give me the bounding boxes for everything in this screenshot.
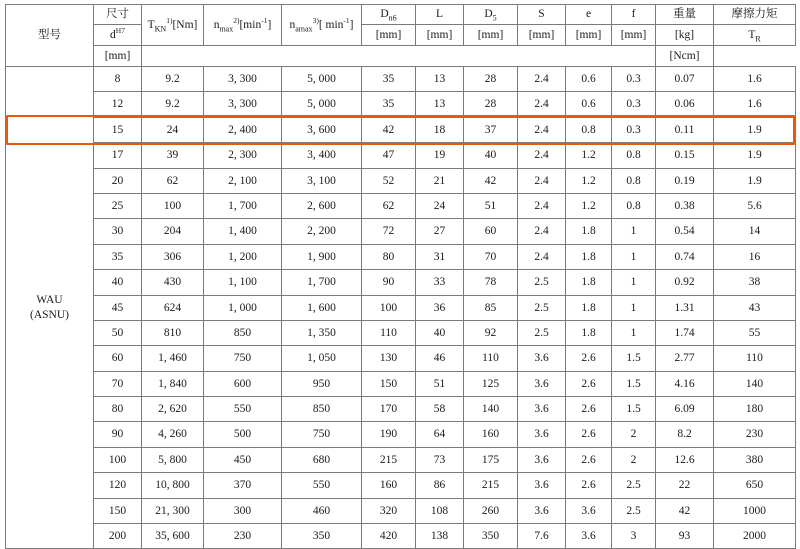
table-cell: 72 [362, 219, 416, 244]
table-cell: 350 [282, 524, 362, 549]
table-cell: 1, 600 [282, 295, 362, 320]
table-cell: 3.6 [566, 524, 612, 549]
table-cell: 20 [94, 168, 142, 193]
table-cell: 70 [464, 244, 518, 269]
table-cell: 21, 300 [142, 498, 204, 523]
table-cell: 2.4 [518, 92, 566, 117]
table-cell: 950 [282, 371, 362, 396]
table-cell: 0.74 [656, 244, 714, 269]
table-cell: 138 [416, 524, 464, 549]
header-unit-s: [mm] [518, 25, 566, 46]
table-cell: 2, 100 [204, 168, 282, 193]
table-cell: 0.07 [656, 67, 714, 92]
table-cell: 50 [94, 320, 142, 345]
table-cell: 1.2 [566, 143, 612, 168]
table-cell: 0.92 [656, 270, 714, 295]
table-cell: 5.6 [714, 193, 796, 218]
table-cell: 21 [416, 168, 464, 193]
table-cell: 35 [362, 92, 416, 117]
table-cell: 2.4 [518, 219, 566, 244]
table-cell: 130 [362, 346, 416, 371]
header-col-l: L [416, 5, 464, 25]
table-cell: 64 [416, 422, 464, 447]
table-row [6, 320, 796, 345]
table-cell: 2 [612, 447, 656, 472]
table-cell: 62 [142, 168, 204, 193]
header-group-weight: 重量 [656, 5, 714, 25]
spec-sheet [0, 4, 800, 546]
table-cell: 110 [464, 346, 518, 371]
table-cell: 5, 000 [282, 92, 362, 117]
table-cell: 1, 840 [142, 371, 204, 396]
header-unit-d5: [mm] [464, 25, 518, 46]
table-cell: 4, 260 [142, 422, 204, 447]
table-cell: 3.6 [518, 422, 566, 447]
header-col-d5: $D_5$ [464, 5, 518, 25]
table-cell: 51 [416, 371, 464, 396]
header-col-nmax: $n_{max}^{2)}[\min^{-1}]$ [204, 5, 282, 46]
table-cell: 46 [416, 346, 464, 371]
table-cell: 28 [464, 67, 518, 92]
table-cell: 33 [416, 270, 464, 295]
table-cell: 0.3 [612, 92, 656, 117]
table-cell: 43 [714, 295, 796, 320]
table-cell: 31 [416, 244, 464, 269]
specification-table [5, 4, 796, 549]
table-cell: 1 [612, 270, 656, 295]
table-cell: 170 [362, 397, 416, 422]
table-cell: 1, 700 [204, 193, 282, 218]
table-cell: 86 [416, 473, 464, 498]
header-unit-weight: [kg] [656, 25, 714, 46]
table-cell: 380 [714, 447, 796, 472]
table-cell: 70 [94, 371, 142, 396]
table-cell: 0.6 [566, 67, 612, 92]
table-cell: 3.6 [518, 498, 566, 523]
table-cell: 0.06 [656, 92, 714, 117]
table-cell: 85 [464, 295, 518, 320]
header-symbol-tr: $T_R$ [714, 25, 796, 46]
table-cell: 35, 600 [142, 524, 204, 549]
table-cell: 51 [464, 193, 518, 218]
table-cell: 13 [416, 92, 464, 117]
table-cell: 1.2 [566, 193, 612, 218]
header-col-namax: $n_{amax}^{3)}$[ $\min^{-1}$] [282, 5, 362, 46]
table-cell: 47 [362, 143, 416, 168]
table-cell: 28 [464, 92, 518, 117]
header-unit-e: [mm] [566, 25, 612, 46]
table-cell: 8.2 [656, 422, 714, 447]
table-cell: 3, 300 [204, 92, 282, 117]
table-cell: 3.6 [518, 473, 566, 498]
table-cell: 2.6 [566, 473, 612, 498]
table-row [6, 117, 796, 142]
table-cell: 1, 900 [282, 244, 362, 269]
table-cell: 2.5 [518, 295, 566, 320]
table-cell: 306 [142, 244, 204, 269]
table-cell: 2.5 [612, 498, 656, 523]
table-cell: 460 [282, 498, 362, 523]
table-cell: 1, 700 [282, 270, 362, 295]
table-cell: 190 [362, 422, 416, 447]
table-cell: 110 [714, 346, 796, 371]
table-cell: 40 [94, 270, 142, 295]
table-cell: 18 [416, 117, 464, 142]
table-cell: 52 [362, 168, 416, 193]
table-cell: 0.15 [656, 143, 714, 168]
table-cell: 0.8 [612, 168, 656, 193]
table-cell: 140 [714, 371, 796, 396]
table-cell: 1, 050 [282, 346, 362, 371]
table-row [6, 346, 796, 371]
table-cell: 36 [416, 295, 464, 320]
table-cell: 2, 300 [204, 143, 282, 168]
table-cell: 2, 600 [282, 193, 362, 218]
table-cell: 35 [94, 244, 142, 269]
table-cell: 2.5 [612, 473, 656, 498]
header-row-groups [6, 5, 796, 25]
table-cell: 15 [94, 117, 142, 142]
table-cell: 350 [464, 524, 518, 549]
table-cell: 60 [94, 346, 142, 371]
table-cell: 0.6 [566, 92, 612, 117]
table-cell: 37 [464, 117, 518, 142]
table-cell: 22 [656, 473, 714, 498]
table-cell: 2, 620 [142, 397, 204, 422]
table-cell: 160 [362, 473, 416, 498]
table-cell: 0.19 [656, 168, 714, 193]
table-cell: 1.8 [566, 295, 612, 320]
table-cell: 6.09 [656, 397, 714, 422]
table-cell: 1.2 [566, 168, 612, 193]
table-cell: 0.54 [656, 219, 714, 244]
table-cell: 16 [714, 244, 796, 269]
table-cell: 24 [416, 193, 464, 218]
table-cell: 1, 350 [282, 320, 362, 345]
table-cell: 92 [464, 320, 518, 345]
table-cell: 1.8 [566, 320, 612, 345]
table-row [6, 371, 796, 396]
table-cell: 8 [94, 67, 142, 92]
table-cell: 2.5 [518, 270, 566, 295]
table-cell: 110 [362, 320, 416, 345]
table-cell: 3.6 [518, 397, 566, 422]
table-cell: 3, 400 [282, 143, 362, 168]
table-cell: 42 [656, 498, 714, 523]
table-cell: 108 [416, 498, 464, 523]
table-cell: 370 [204, 473, 282, 498]
table-row [6, 524, 796, 549]
table-cell: 850 [204, 320, 282, 345]
table-cell: 24 [142, 117, 204, 142]
table-cell: 1.5 [612, 371, 656, 396]
table-cell: 2.6 [566, 422, 612, 447]
table-row [6, 498, 796, 523]
table-row [6, 270, 796, 295]
table-cell: 3.6 [518, 371, 566, 396]
table-row [6, 295, 796, 320]
table-cell: 624 [142, 295, 204, 320]
table-cell: 7.6 [518, 524, 566, 549]
table-cell: 1 [612, 295, 656, 320]
table-cell: 1, 000 [204, 295, 282, 320]
table-cell: 78 [464, 270, 518, 295]
table-header [6, 5, 796, 67]
table-cell: 3.6 [518, 447, 566, 472]
table-cell: 1 [612, 244, 656, 269]
table-cell: 2.4 [518, 193, 566, 218]
header-unit-tr: [Ncm] [656, 46, 714, 67]
table-cell: 1.6 [714, 67, 796, 92]
table-cell: 2.4 [518, 168, 566, 193]
table-cell: 2, 200 [282, 219, 362, 244]
table-cell: 58 [416, 397, 464, 422]
table-cell: 2.6 [566, 346, 612, 371]
table-cell: 55 [714, 320, 796, 345]
table-cell: 180 [714, 397, 796, 422]
table-cell: 260 [464, 498, 518, 523]
table-cell: 320 [362, 498, 416, 523]
header-col-f: f [612, 5, 656, 25]
table-cell: 90 [362, 270, 416, 295]
header-col-dh7: $d^{H7}$ [94, 25, 142, 46]
table-cell: 204 [142, 219, 204, 244]
table-cell: 10, 800 [142, 473, 204, 498]
table-row [6, 422, 796, 447]
table-cell: 39 [142, 143, 204, 168]
header-col-e: e [566, 5, 612, 25]
header-col-dn6: $D_{n6}$ [362, 5, 416, 25]
table-cell: 2.6 [566, 447, 612, 472]
table-cell: 17 [94, 143, 142, 168]
table-cell: 0.8 [612, 143, 656, 168]
table-cell: 12 [94, 92, 142, 117]
table-cell: 60 [464, 219, 518, 244]
table-cell: 810 [142, 320, 204, 345]
table-cell: 1 [612, 219, 656, 244]
table-cell: 2 [612, 422, 656, 447]
table-cell: 14 [714, 219, 796, 244]
table-cell: 5, 000 [282, 67, 362, 92]
table-cell: 9.2 [142, 92, 204, 117]
table-cell: 2.4 [518, 117, 566, 142]
table-row [6, 193, 796, 218]
table-cell: 100 [94, 447, 142, 472]
table-cell: 1.9 [714, 143, 796, 168]
table-cell: 140 [464, 397, 518, 422]
header-group-torque: 摩擦力矩 [714, 5, 796, 25]
table-cell: 2.4 [518, 143, 566, 168]
header-row-units [6, 46, 796, 67]
table-cell: 27 [416, 219, 464, 244]
table-cell: 1.8 [566, 244, 612, 269]
table-cell: 1, 400 [204, 219, 282, 244]
table-row [6, 244, 796, 269]
table-cell: 19 [416, 143, 464, 168]
table-cell: 100 [362, 295, 416, 320]
table-cell: 215 [362, 447, 416, 472]
table-cell: 2.6 [566, 397, 612, 422]
table-cell: 40 [464, 143, 518, 168]
table-cell: 3, 100 [282, 168, 362, 193]
table-cell: 3.6 [518, 346, 566, 371]
table-row [6, 397, 796, 422]
table-cell: 2.5 [518, 320, 566, 345]
table-cell: 73 [416, 447, 464, 472]
table-cell: 5, 800 [142, 447, 204, 472]
table-cell: 0.38 [656, 193, 714, 218]
table-cell: 1.31 [656, 295, 714, 320]
table-cell: 2, 400 [204, 117, 282, 142]
table-row [6, 143, 796, 168]
table-row [6, 67, 796, 92]
header-spacer [142, 46, 656, 67]
table-cell: 125 [464, 371, 518, 396]
table-cell: 2000 [714, 524, 796, 549]
table-cell: 62 [362, 193, 416, 218]
table-row [6, 447, 796, 472]
table-cell: 100 [142, 193, 204, 218]
table-cell: 500 [204, 422, 282, 447]
table-cell: 2.4 [518, 244, 566, 269]
table-cell: 750 [282, 422, 362, 447]
header-group-size: 尺寸 [94, 5, 142, 25]
table-cell: 1.74 [656, 320, 714, 345]
table-cell: 13 [416, 67, 464, 92]
table-cell: 160 [464, 422, 518, 447]
table-cell: 93 [656, 524, 714, 549]
table-cell: 150 [94, 498, 142, 523]
table-row [6, 92, 796, 117]
table-body [6, 67, 796, 549]
table-cell: 230 [714, 422, 796, 447]
table-cell: 45 [94, 295, 142, 320]
table-cell: 230 [204, 524, 282, 549]
table-cell: 1.8 [566, 270, 612, 295]
table-cell: 1.5 [612, 346, 656, 371]
table-cell: 1, 200 [204, 244, 282, 269]
table-cell: 120 [94, 473, 142, 498]
table-cell: 4.16 [656, 371, 714, 396]
table-cell: 850 [282, 397, 362, 422]
table-cell: 12.6 [656, 447, 714, 472]
header-unit-dh7: [mm] [94, 46, 142, 67]
table-cell: 1 [612, 320, 656, 345]
table-cell: 430 [142, 270, 204, 295]
table-cell: 175 [464, 447, 518, 472]
header-unit-dn6: [mm] [362, 25, 416, 46]
model-name-line1: WAU [36, 294, 63, 307]
table-cell: 35 [362, 67, 416, 92]
table-cell: 300 [204, 498, 282, 523]
model-name-line2: (ASNU) [30, 308, 69, 321]
table-cell: 1.6 [714, 92, 796, 117]
table-cell: 150 [362, 371, 416, 396]
model-name-cell [6, 67, 94, 549]
table-cell: 3.6 [566, 498, 612, 523]
table-cell: 0.11 [656, 117, 714, 142]
table-cell: 450 [204, 447, 282, 472]
table-cell: 0.8 [566, 117, 612, 142]
table-cell: 0.3 [612, 67, 656, 92]
table-cell: 3, 600 [282, 117, 362, 142]
table-cell: 40 [416, 320, 464, 345]
table-cell: 0.8 [612, 193, 656, 218]
table-cell: 80 [94, 397, 142, 422]
header-row-symbols [6, 25, 796, 46]
table-cell: 2.4 [518, 67, 566, 92]
table-cell: 420 [362, 524, 416, 549]
table-cell: 200 [94, 524, 142, 549]
table-cell: 550 [282, 473, 362, 498]
table-cell: 600 [204, 371, 282, 396]
table-cell: 1.8 [566, 219, 612, 244]
table-row [6, 219, 796, 244]
table-cell: 80 [362, 244, 416, 269]
table-cell: 1, 460 [142, 346, 204, 371]
table-cell: 90 [94, 422, 142, 447]
table-cell: 1, 100 [204, 270, 282, 295]
header-unit-f: [mm] [612, 25, 656, 46]
table-cell: 1.9 [714, 168, 796, 193]
table-cell: 550 [204, 397, 282, 422]
table-cell: 1000 [714, 498, 796, 523]
table-cell: 2.77 [656, 346, 714, 371]
table-row [6, 473, 796, 498]
table-cell: 215 [464, 473, 518, 498]
table-cell: 1.5 [612, 397, 656, 422]
table-cell: 42 [464, 168, 518, 193]
table-cell: 3, 300 [204, 67, 282, 92]
table-cell: 25 [94, 193, 142, 218]
header-model: 型号 [6, 5, 94, 67]
table-cell: 9.2 [142, 67, 204, 92]
table-cell: 42 [362, 117, 416, 142]
table-cell: 30 [94, 219, 142, 244]
header-col-tkn: $T_{KN}^{1)}[Nm]$ [142, 5, 204, 46]
table-cell: 680 [282, 447, 362, 472]
header-col-s: S [518, 5, 566, 25]
table-cell: 3 [612, 524, 656, 549]
table-cell: 38 [714, 270, 796, 295]
table-row [6, 168, 796, 193]
table-cell: 750 [204, 346, 282, 371]
header-unit-l: [mm] [416, 25, 464, 46]
table-cell: 1.9 [714, 117, 796, 142]
table-cell: 2.6 [566, 371, 612, 396]
table-cell: 0.3 [612, 117, 656, 142]
table-cell: 650 [714, 473, 796, 498]
